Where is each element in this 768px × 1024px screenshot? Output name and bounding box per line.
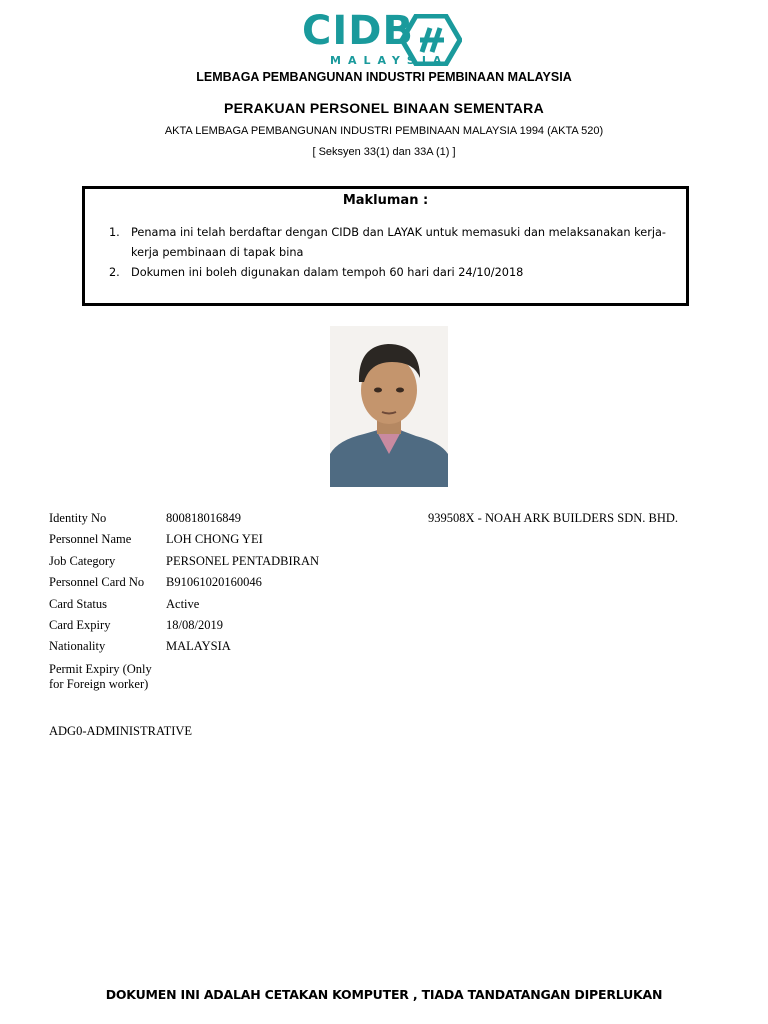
notice-heading: Makluman : bbox=[342, 193, 429, 208]
field-label: Permit Expiry (Only for Foreign worker) bbox=[49, 662, 152, 691]
notice-box bbox=[82, 186, 689, 306]
job-category-value: PERSONEL PENTADBIRAN bbox=[166, 554, 320, 568]
field-label: Nationality bbox=[49, 639, 106, 653]
notice-item-number: 2. bbox=[109, 266, 120, 279]
field-label: Identity No bbox=[49, 511, 107, 525]
identity-no-value: 800818016849 bbox=[166, 511, 241, 525]
notice-item bbox=[109, 263, 684, 283]
logo-text: CIDB bbox=[302, 8, 414, 54]
field-label: Job Category bbox=[49, 554, 116, 568]
personnel-name-value: LOH CHONG YEI bbox=[166, 532, 263, 546]
cidb-mark-icon bbox=[400, 14, 462, 66]
document-title: PERAKUAN PERSONEL BINAAN SEMENTARA bbox=[223, 100, 545, 116]
organization-name: LEMBAGA PEMBANGUNAN INDUSTRI PEMBINAAN MALAYSIA bbox=[196, 70, 572, 84]
company-name: 939508X - NOAH ARK BUILDERS SDN. BHD. bbox=[428, 511, 679, 525]
cidb-logo bbox=[300, 10, 465, 68]
footer-note: DOKUMEN INI ADALAH CETAKAN KOMPUTER , TIADA TANDATANGAN DIPERLUKAN bbox=[105, 987, 663, 1002]
personnel-photo bbox=[330, 326, 448, 487]
notice-item bbox=[109, 223, 684, 263]
act-reference: AKTA LEMBAGA PEMBANGUNAN INDUSTRI PEMBINAAN MALAYSIA 1994 (AKTA 520) bbox=[164, 125, 604, 137]
notice-item-number: 1. bbox=[109, 226, 120, 239]
personnel-card-no-value: B91061020160046 bbox=[166, 575, 262, 589]
field-label: Personnel Card No bbox=[49, 575, 145, 589]
field-label: Card Status bbox=[49, 597, 107, 611]
notice-item-text: Dokumen ini boleh digunakan dalam tempoh 60 hari dari 24/10/2018 bbox=[131, 266, 524, 279]
card-status-value: Active bbox=[166, 597, 200, 611]
field-label: Personnel Name bbox=[49, 532, 132, 546]
job-code: ADG0-ADMINISTRATIVE bbox=[49, 724, 193, 738]
logo-subtext: MALAYSIA bbox=[330, 54, 449, 67]
nationality-value: MALAYSIA bbox=[166, 639, 231, 653]
section-reference: [ Seksyen 33(1) dan 33A (1) ] bbox=[312, 146, 456, 158]
notice-item-text: Penama ini telah berdaftar dengan CIDB dan LAYAK untuk memasuki dan melaksanakan kerja-kerja pembinaan di tapak bina bbox=[131, 226, 667, 259]
field-label: Card Expiry bbox=[49, 618, 111, 632]
card-expiry-value: 18/08/2019 bbox=[166, 618, 223, 632]
person-portrait-icon bbox=[330, 326, 448, 487]
